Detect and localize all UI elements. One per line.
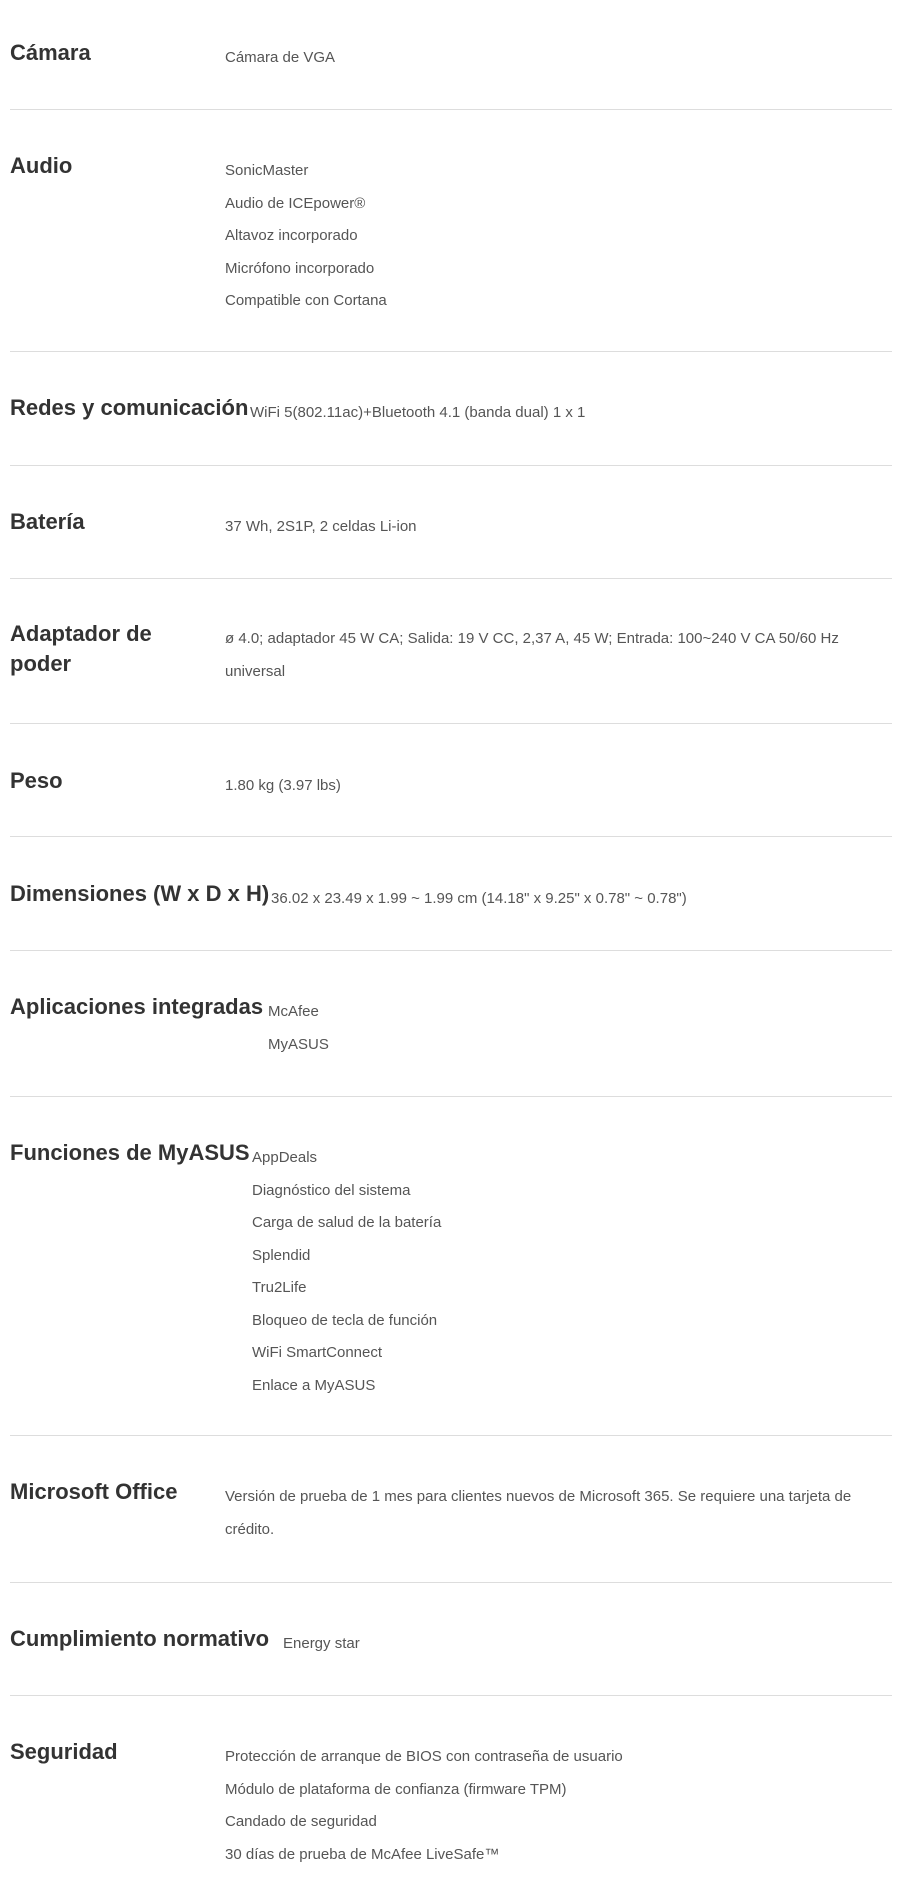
spec-values: [271, 883, 687, 916]
spec-values: [283, 1628, 360, 1661]
spec-value: Compatible con Cortana: [225, 292, 387, 309]
spec-value: Cámara de VGA: [225, 49, 336, 66]
spec-label: Seguridad: [10, 1739, 118, 1764]
spec-label: Cámara: [10, 40, 91, 65]
spec-value: ø 4.0; adaptador 45 W CA; Salida: 19 V CC, 2,37 A, 45 W; Entrada: 100~240 V CA 50/60 Hz universal: [225, 630, 839, 680]
spec-value: Splendid: [252, 1246, 311, 1264]
spec-values: [225, 155, 387, 318]
spec-value: Audio de ICEpower®: [225, 194, 366, 212]
divider: [10, 109, 892, 110]
spec-values: [268, 996, 329, 1061]
spec-label: Aplicaciones integradas: [10, 994, 264, 1019]
spec-values: [225, 511, 417, 544]
spec-value: WiFi 5(802.11ac)+Bluetooth 4.1 (banda dual) 1 x 1: [250, 404, 586, 421]
spec-values: [225, 623, 865, 688]
spec-value: Protección de arranque de BIOS con contraseña de usuario: [225, 1748, 623, 1765]
spec-row-weight: [10, 766, 892, 806]
spec-label: Microsoft Office: [10, 1479, 178, 1504]
spec-value: Diagnóstico del sistema: [252, 1181, 411, 1199]
spec-value: Candado de seguridad: [225, 1813, 377, 1830]
spec-label: Dimensiones (W x D x H): [10, 881, 270, 906]
spec-value: Versión de prueba de 1 mes para clientes nuevos de Microsoft 365. Se requiere una tarjeta de crédito.: [225, 1488, 852, 1538]
divider: [10, 836, 892, 837]
divider: [10, 1096, 892, 1097]
spec-value: Altavoz incorporado: [225, 227, 358, 244]
spec-value: WiFi SmartConnect: [252, 1344, 383, 1361]
spec-value: Energy star: [283, 1635, 360, 1652]
spec-value: Micrófono incorporado: [225, 259, 375, 277]
divider: [10, 1435, 892, 1436]
spec-row-dimensions: [10, 879, 892, 919]
spec-values: [225, 770, 341, 803]
spec-value: 30 días de prueba de McAfee LiveSafe™: [225, 1845, 500, 1863]
spec-values: [225, 42, 335, 75]
spec-row-microsoft-office: [10, 1477, 892, 1552]
spec-label: Funciones de MyASUS: [10, 1140, 250, 1165]
divider: [10, 1582, 892, 1583]
divider: [10, 351, 892, 352]
spec-label: Redes y comunicación: [10, 395, 249, 420]
divider: [10, 950, 892, 951]
spec-value: Tru2Life: [252, 1279, 307, 1296]
spec-value: Enlace a MyASUS: [252, 1376, 376, 1394]
spec-value: Módulo de plataforma de confianza (firmware TPM): [225, 1780, 567, 1798]
spec-row-compliance: [10, 1624, 892, 1664]
divider: [10, 465, 892, 466]
spec-label: Adaptador de poder: [10, 621, 152, 676]
divider: [10, 578, 892, 579]
spec-row-camera: [10, 38, 892, 78]
spec-value: AppDeals: [252, 1149, 318, 1166]
spec-values: [252, 1142, 441, 1402]
spec-row-networking: [10, 393, 892, 433]
spec-value: Carga de salud de la batería: [252, 1214, 442, 1231]
spec-value: 36.02 x 23.49 x 1.99 ~ 1.99 cm (14.18" x 9.25" x 0.78" ~ 0.78"): [271, 890, 687, 907]
spec-value: Bloqueo de tecla de función: [252, 1311, 438, 1329]
spec-value: SonicMaster: [225, 162, 309, 179]
spec-value: McAfee: [268, 1003, 319, 1020]
spec-value: 37 Wh, 2S1P, 2 celdas Li-ion: [225, 518, 417, 535]
divider: [10, 1695, 892, 1696]
spec-row-audio: [10, 151, 892, 321]
divider: [10, 723, 892, 724]
spec-label: Audio: [10, 153, 73, 178]
spec-value: 1.80 kg (3.97 lbs): [225, 777, 341, 794]
spec-values: [225, 1481, 890, 1546]
spec-row-integrated-apps: [10, 992, 892, 1062]
spec-label: Cumplimiento normativo: [10, 1626, 270, 1651]
spec-row-myasus-functions: [10, 1138, 892, 1408]
spec-label: Peso: [10, 768, 63, 793]
spec-values: [225, 1741, 623, 1871]
spec-values: [250, 397, 585, 430]
spec-row-security: [10, 1737, 892, 1877]
spec-label: Batería: [10, 509, 85, 534]
spec-row-power-adapter: [10, 619, 892, 694]
spec-row-battery: [10, 507, 892, 547]
spec-value: MyASUS: [268, 1035, 329, 1053]
